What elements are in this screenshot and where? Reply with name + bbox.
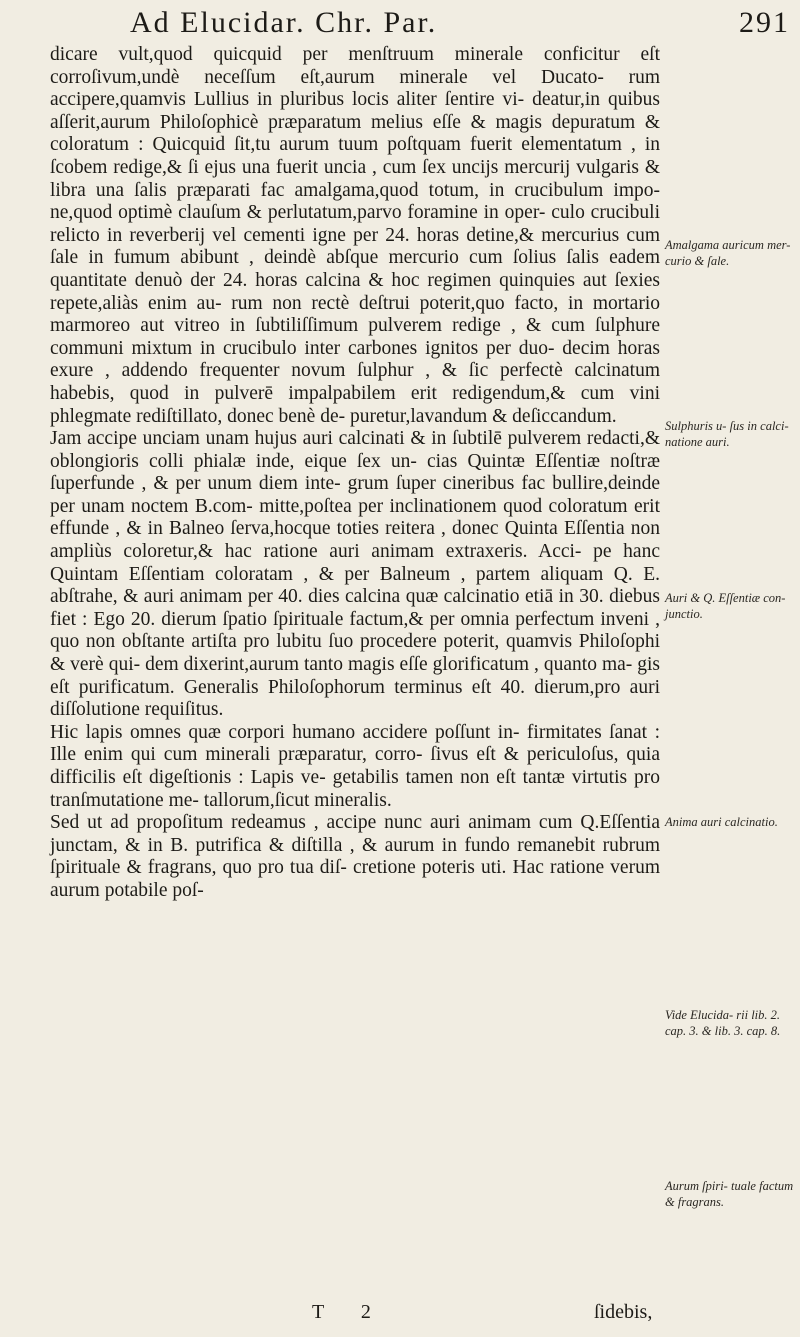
margin-note-conjunctio: Auri & Q. Eſſentiæ con- junctio. xyxy=(665,591,786,621)
page-number: 291 xyxy=(739,6,790,39)
catchword: ſidebis, xyxy=(594,1301,653,1323)
margin-note-vide: Vide Elucida- rii lib. 2. cap. 3. & lib. 3. cap. 8. xyxy=(665,1008,781,1038)
margin-note-anima: Anima auri calcinatio. xyxy=(665,815,778,829)
running-title: Ad Elucidar. Chr. Par. xyxy=(130,6,438,39)
margin-note-aurum: Aurum ſpiri- tuale factum & fragrans. xyxy=(665,1179,794,1209)
signature-mark: T 2 xyxy=(312,1301,387,1323)
body-text: dicare vult,quod quicquid per menſtruum minerale conficitur eſt corroſivum,undè neceſſum eſt,aurum minerale vel Ducato- rum accipere,quamvis Lullius in pluribus locis aliter ſentire vi- deatur,in quibus aſſerit,aurum Philoſophicè præparatum melius eſſe & magis depuratum & coloratum : Quicquid ſit,tu aurum tuum poſtquam fuerit elementatum , in ſcobem redige,& ſi ejus una fuerit uncia , cum ſex uncijs mercurij vulgaris & libra una ſalis præparati fac amalgama,quod totum, in crucibulum impo- ne,quod optimè clauſum & perlutatum,parvo foramine in oper- culo crucibuli relicto in reverberij vel cementi igne per 24. horas detine,& mercurius cum ſale in fumum abibunt , deindè abſque mercurio cum ſolius ſalis eadem quantitate denuò der 24. horas calcina & hoc regimen quinquies aut ſexies repete,aliàs enim au- rum non rectè deſtrui poterit,quo facto, in mortario marmoreo aut vitreo in ſubtiliſſimum pulverem redige , & cum ſulphure communi mixtum in crucibulo inter carbones ignitos per duo- decim horas exure , addendo frequenter novum ſulphur , & ſic perfectè calcinatum habebis, quod in pulverē impalpabilem erit redigendum,& cum vini phlegmate rediſtillato, donec benè de- puretur,lavandum & deſiccandum. Jam accipe unciam unam hujus auri calcinati & in ſubtilē pulverem redacti,& oblongioris colli phialæ inde, eique ſex un- cias Quintæ Eſſentiæ noſtræ ſuperfunde , & per unum diem inte- grum ſuper cineribus fac bullire,deinde per unam noctem B.com- mitte,poſtea per inclinationem quod coloratum erit effunde , & in Balneo ſerva,hocque toties reitera , donec Quinta Eſſentia non ampliùs coloretur,& hac ratione auri animam extraxeris. Acci- pe hanc Quintam Eſſentiam coloratam , & per Balneum , partem aliquam Q. E. abſtrahe, & auri animam per 40. dies calcina quæ calcinatio etiā in 30. diebus fiet : Ego 20. dierum ſpatio ſpirituale factum,& per omnia perfectum inveni , quo non obſtante artiſta pro lubitu ſuo procedere poterit, quamvis Philoſophi & verè qui- dem dixerint,aurum tanto magis eſſe glorificatum , quanto ma- gis eſt purificatum. Generalis Philoſophorum terminus eſt 40. dierum,pro auri diſſolutione requiſitus. Hic lapis omnes quæ corpori humano accidere poſſunt in- firmitates ſanat : Ille enim qui cum minerali præparatur, corro- ſivus eſt & periculoſus, quia difficilis eſt digeſtionis : Lapis ve- getabilis tamen non eſt tantæ virtutis pro tranſmutatione me- tallorum,ſicut mineralis. Sed ut ad propoſitum redeamus , accipe nunc auri animam cum Q.Eſſentia junctam, & in B. putrifica & diſtilla , & aurum in fundo remanebit rubrum ſpirituale & fragrans, quo pro tua diſ- cretione poteris uti. Hac ratione verum aurum potabile poſ- xyxy=(50,44,660,901)
margin-note-sulphur: Sulphuris u- ſus in calci- natione auri. xyxy=(665,419,789,449)
running-header xyxy=(130,6,790,42)
page-footer xyxy=(0,1301,800,1331)
margin-note-amalgama: Amalgama auricum mer- curio & ſale. xyxy=(665,238,791,268)
